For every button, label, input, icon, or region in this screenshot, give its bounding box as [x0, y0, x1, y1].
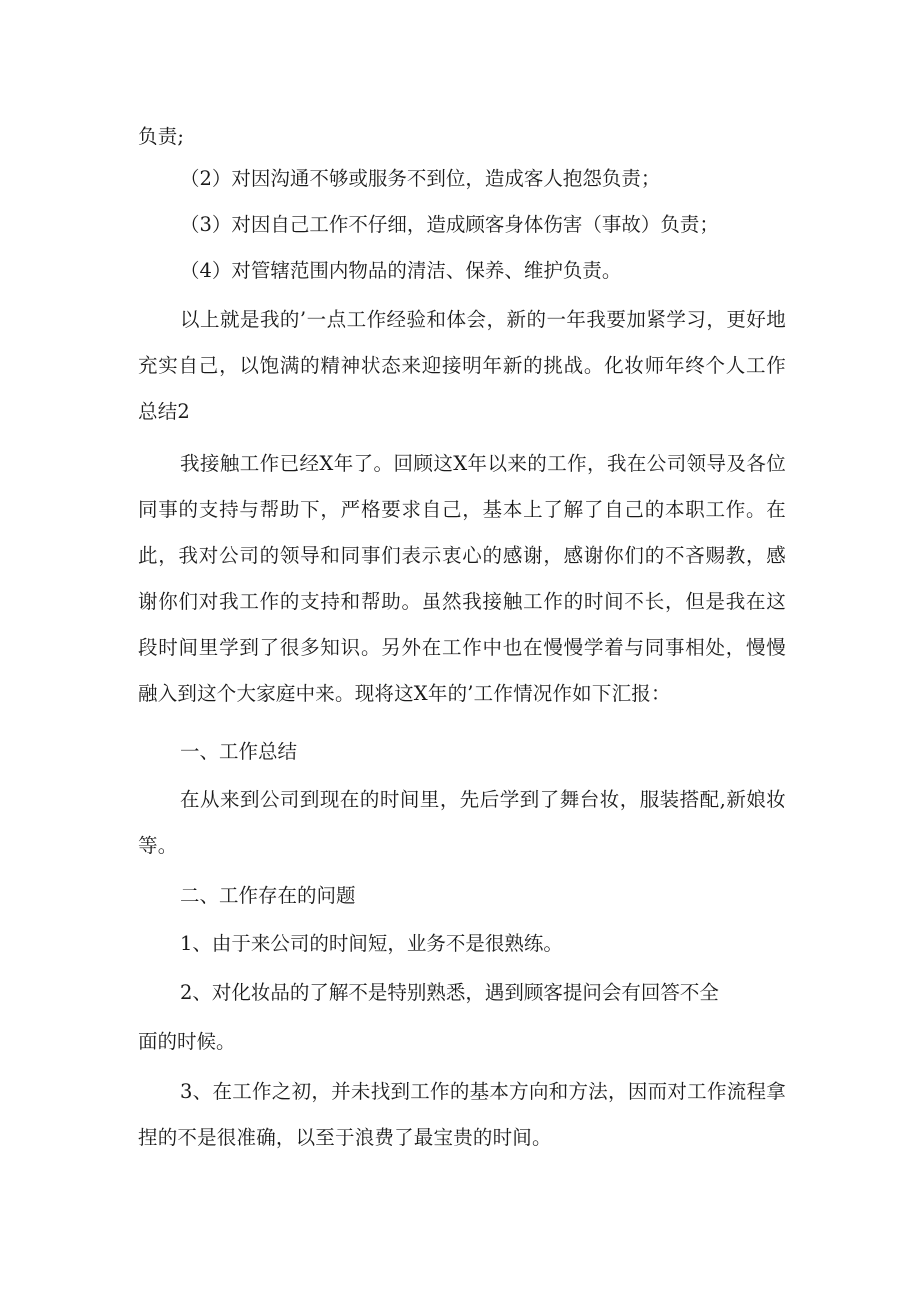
intro-paragraph: 我接触工作已经X年了。回顾这X年以来的工作，我在公司领导及各位同事的支持与帮助下，严格要求自己，基本上了解了自己的本职工作。在此，我对公司的领导和同事们表示衷心的感谢，感谢你们的不吝赐教，感谢你们对我工作的支持和帮助。虽然我接触工作的时间不长，但是我在这段时间里学到了很多知识。另外在工作中也在慢慢学着与同事相处，慢慢融入到这个大家庭中来。现将这X年的’工作情况作如下汇报： [138, 452, 786, 705]
continuation-text: 负责; [138, 125, 185, 148]
closing-paragraph: 以上就是我的’一点工作经验和体会，新的一年我要加紧学习，更好地充实自己，以饱满的精神状态来迎接明年新的挑战。化妆师年终个人工作总结2 [138, 308, 786, 423]
section1-heading: 一、工作总结 [180, 740, 298, 763]
responsibility-item-2: （2）对因沟通不够或服务不到位，造成客人抱怨负责； [180, 167, 661, 190]
problem-item-1: 1、由于来公司的时间短，业务不是很熟练。 [180, 932, 563, 955]
responsibility-item-4: （4）对管辖范围内物品的清洁、保养、维护负责。 [180, 259, 622, 282]
responsibility-item-3: （3）对因自己工作不仔细，造成顾客身体伤害（事故）负责； [180, 213, 719, 236]
problem-item-2-line2: 面的时候。 [138, 1030, 236, 1053]
section2-heading: 二、工作存在的问题 [180, 884, 356, 907]
problem-item-2-line1: 2、对化妆品的了解不是特别熟悉，遇到顾客提问会有回答不全 [180, 981, 719, 1004]
problem-item-3: 3、在工作之初，并未找到工作的基本方向和方法，因而对工作流程拿捏的不是很准确，以至于浪费了最宝贵的时间。 [138, 1080, 786, 1149]
section1-body: 在从来到公司到现在的时间里，先后学到了舞台妆，服装搭配,新娘妆等。 [138, 788, 786, 857]
